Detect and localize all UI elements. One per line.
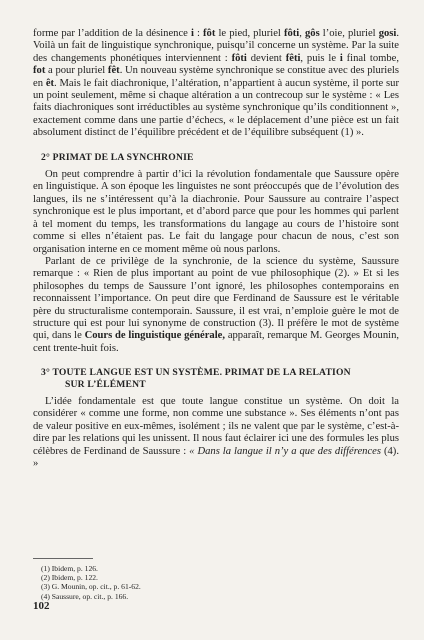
section-heading-2: 2° PRIMAT DE LA SYNCHRONIE [41,151,194,163]
paragraph-continued: forme par l’addition de la désinence i : fôt le pied, pluriel fôti, gôs l’oie, pluriel gosi. Voilà un fait de linguistique synchronique, puisqu’il concerne un système. Par la suite des changements phonétiques interviennent : fôti devient fêti, puis le i final tombe, fot a pour pluriel fêt. Un nouveau système synchronique se constitue avec des pluriels en êt. Mais le fait diachronique, l’altération, n’appartient à aucun système, il porte sur un point seulement, même si chaque altération a un contrecoup sur le système : « Les faits diachroniques sont irréductibles au système synchronique qu’ils conditionnent », exactement comme dans une partie d’échecs, « le déplacement d’une pièce est un fait absolument distinct de l’équilibre précédent et de l’équilibre subséquent (1) ». [33,28,400,139]
paragraph-3: L’idée fondamentale est que toute langue constitue un système. On doit la considérer « comme une forme, non comme une substance ». Ses éléments n’ont pas de valeur positive en eux-mêmes, isolément ; ils ne valent que par le système, c’est-à-dire par les relations qui les unissent. Il nous faut éclairer ici une des formules les plus célèbres de Ferdinand de Saussure : « Dans la langue il n’y a que des différences (4). » [33,395,399,469]
footnote-2: (2) Ibidem, p. 122. [41,573,98,583]
saussure-quote: « Dans la langue il n’y a que des différences [189,445,381,457]
paragraph-2b: Parlant de ce privilège de la synchronie, de la science du système, Saussure remarque : « Rien de plus important au point de vue philosophique (2). » Et si les philosophes du temps de Saussure l’ont ignoré, les philosophes contemporains en reconnaissent l’importance. On peut dire que Ferdinand de Saussure est le véritable père du structuralisme contemporain. Saussure, il est vrai, n’emploie guère le mot de structure qui est pour lui synonyme de construction (3). Il préfère le mot de système qui, dans le Cours de linguistique générale, apparaît, remarque M. Georges Mounin, cent trente-huit fois. [33,255,400,354]
footnotes [33,558,333,601]
footnote-rule [33,558,93,559]
paragraph-2a: On peut comprendre à partir d’ici la révolution fondamentale que Saussure opère en linguistique. A son époque les linguistes ne sont préoccupés que de l’évolution des langues, ils ne s’intéressent qu’à la diachronie. Pour Saussure au contraire l’aspect synchronique est le plus important, et d’abord parce que pour les hommes qui parlent à tel moment du temps, les transformations du langage au cours de l’histoire sont comme si elles n’étaient pas. Le fait du langage pour chacun de nous, c’est son organisation interne en ce moment même où nous parlons. [33,169,399,255]
book-title: Cours de linguistique générale, [84,330,226,342]
page-number: 102 [33,600,50,612]
footnote-3: (3) G. Mounin, op. cit., p. 61-62. [41,582,141,592]
section-heading-3: 3° TOUTE LANGUE EST UN SYSTÈME. PRIMAT DE LA RELATION SUR L’ÉLÉMENT [41,367,351,390]
footnote-4: (4) Saussure, op. cit., p. 166. [41,591,129,601]
footnote-1: (1) Ibidem, p. 126. [41,564,98,573]
page-body [33,28,399,470]
